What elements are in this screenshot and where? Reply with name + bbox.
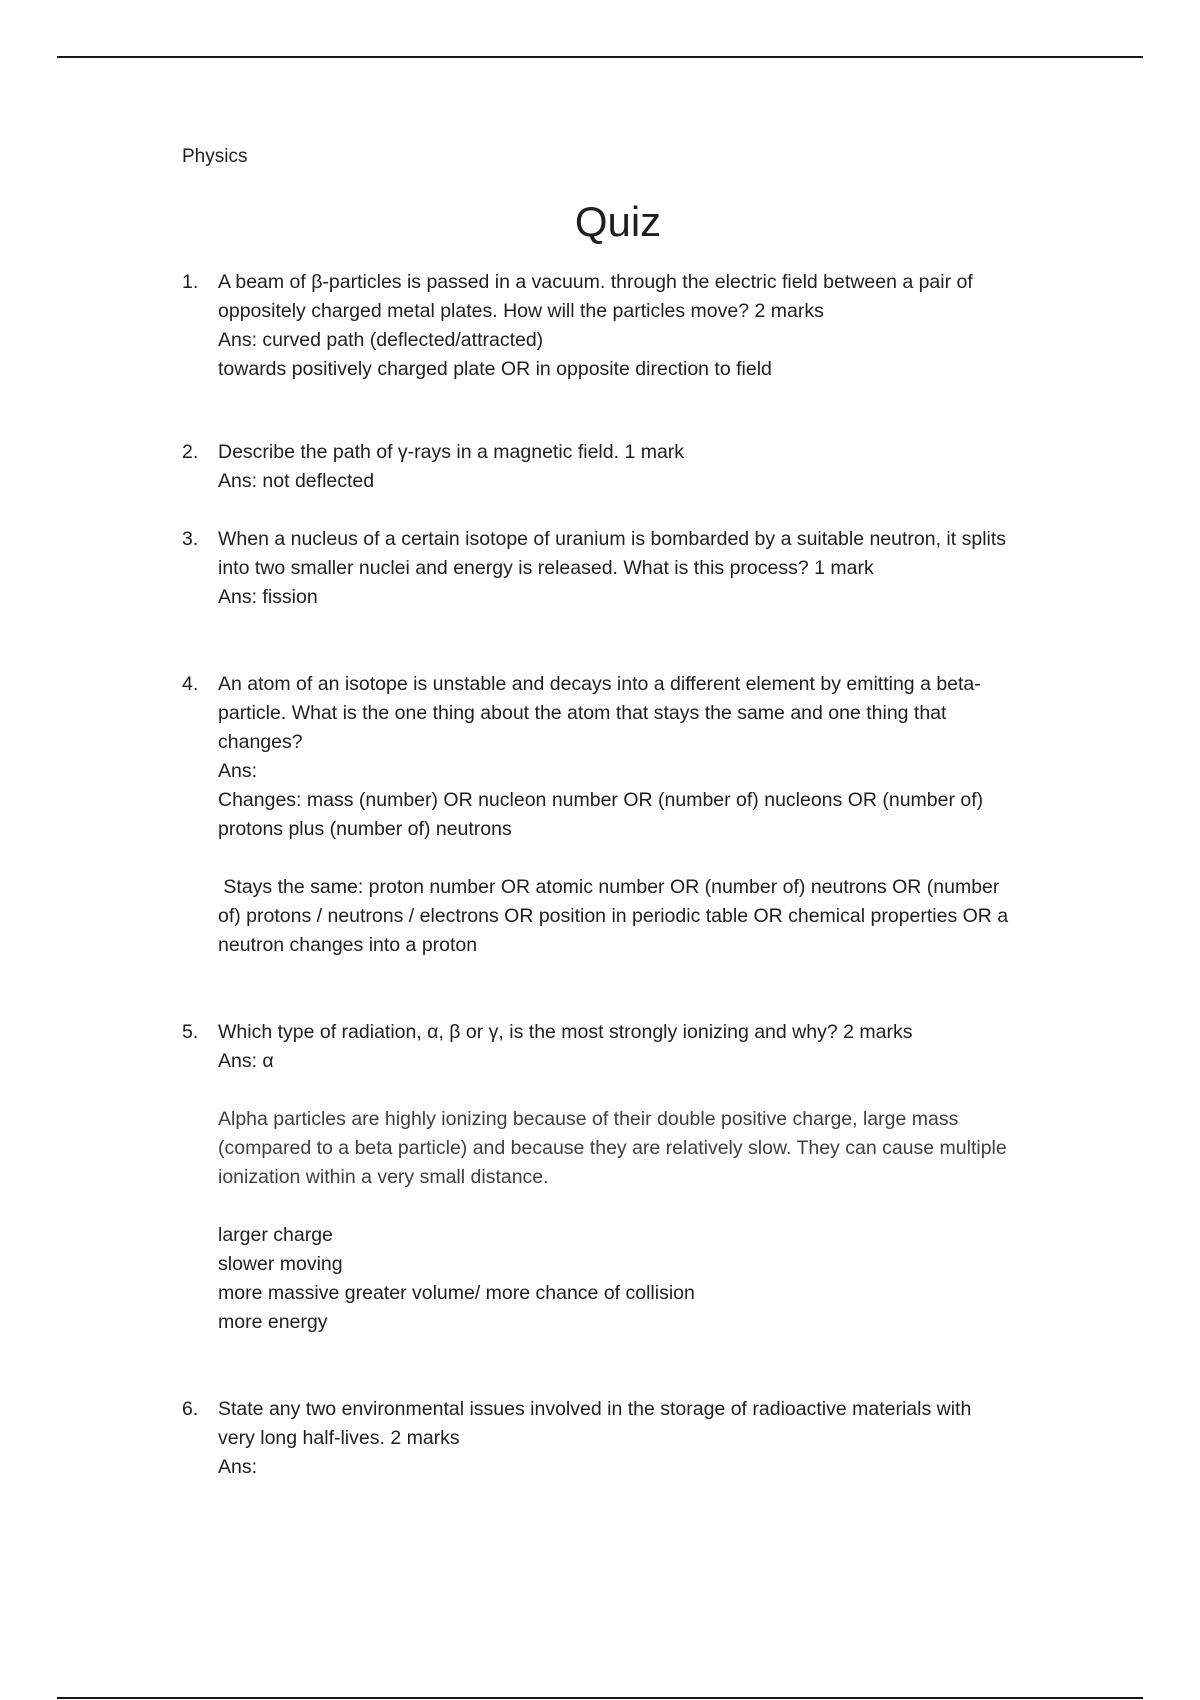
question-text: particle. What is the one thing about the atom that stays the same and one thing that [218,702,947,724]
question-text: changes? [218,731,303,753]
header-rule [57,56,1143,58]
question-4 [182,670,1062,960]
question-text: A beam of β-particles is passed in a vacuum. through the electric field between a pair of [218,271,973,293]
answer-stays-same: of) protons / neutrons / electrons OR position in periodic table OR chemical properties OR a [218,905,1009,927]
quiz-body [182,268,1062,1482]
answer-text: towards positively charged plate OR in opposite direction to field [218,358,772,380]
answer-changes: protons plus (number of) neutrons [218,818,512,840]
answer-changes: Changes: mass (number) OR nucleon number OR (number of) nucleons OR (number of) [218,789,984,811]
answer-label: Ans: [218,1456,258,1478]
question-1 [182,268,1062,384]
answer-explanation: Alpha particles are highly ionizing because of their double positive charge, large mass [218,1108,959,1130]
answer-stays-same: neutron changes into a proton [218,934,478,956]
question-number: 6. [182,1398,199,1420]
question-number: 2. [182,441,199,463]
question-text: into two smaller nuclei and energy is released. What is this process? 1 mark [218,557,874,579]
question-text: Which type of radiation, α, β or γ, is the most strongly ionizing and why? 2 marks [218,1021,913,1043]
question-text: oppositely charged metal plates. How will the particles move? 2 marks [218,300,824,322]
question-number: 4. [182,673,199,695]
answer-point: more energy [218,1311,328,1333]
answer-explanation: (compared to a beta particle) and because they are relatively slow. They can cause multiple [218,1137,1007,1159]
question-number: 5. [182,1021,199,1043]
answer-label: Ans: [218,760,258,782]
answer-label: Ans: α [218,1050,274,1072]
answer-text: Ans: not deflected [218,470,375,492]
subject-label: Physics [182,146,248,167]
question-text: very long half-lives. 2 marks [218,1427,460,1449]
question-5 [182,1018,1062,1337]
question-2 [182,438,1062,496]
answer-point: slower moving [218,1253,343,1275]
page-title: Quiz [574,198,662,245]
answer-stays-same: Stays the same: proton number OR atomic number OR (number of) neutrons OR (number [218,876,1000,898]
question-text: State any two environmental issues involved in the storage of radioactive materials with [218,1398,972,1420]
question-text: Describe the path of γ-rays in a magnetic field. 1 mark [218,441,685,463]
answer-point: larger charge [218,1224,333,1246]
answer-text: Ans: fission [218,586,318,608]
question-6 [182,1395,1062,1482]
footer-rule [57,1697,1143,1699]
answer-text: Ans: curved path (deflected/attracted) [218,329,544,351]
answer-explanation: ionization within a very small distance. [218,1166,549,1188]
question-3 [182,525,1062,612]
question-text: When a nucleus of a certain isotope of uranium is bombarded by a suitable neutron, it splits [218,528,1007,550]
answer-point: more massive greater volume/ more chance of collision [218,1282,695,1304]
question-number: 1. [182,271,199,293]
question-number: 3. [182,528,199,550]
question-text: An atom of an isotope is unstable and decays into a different element by emitting a beta- [218,673,981,695]
